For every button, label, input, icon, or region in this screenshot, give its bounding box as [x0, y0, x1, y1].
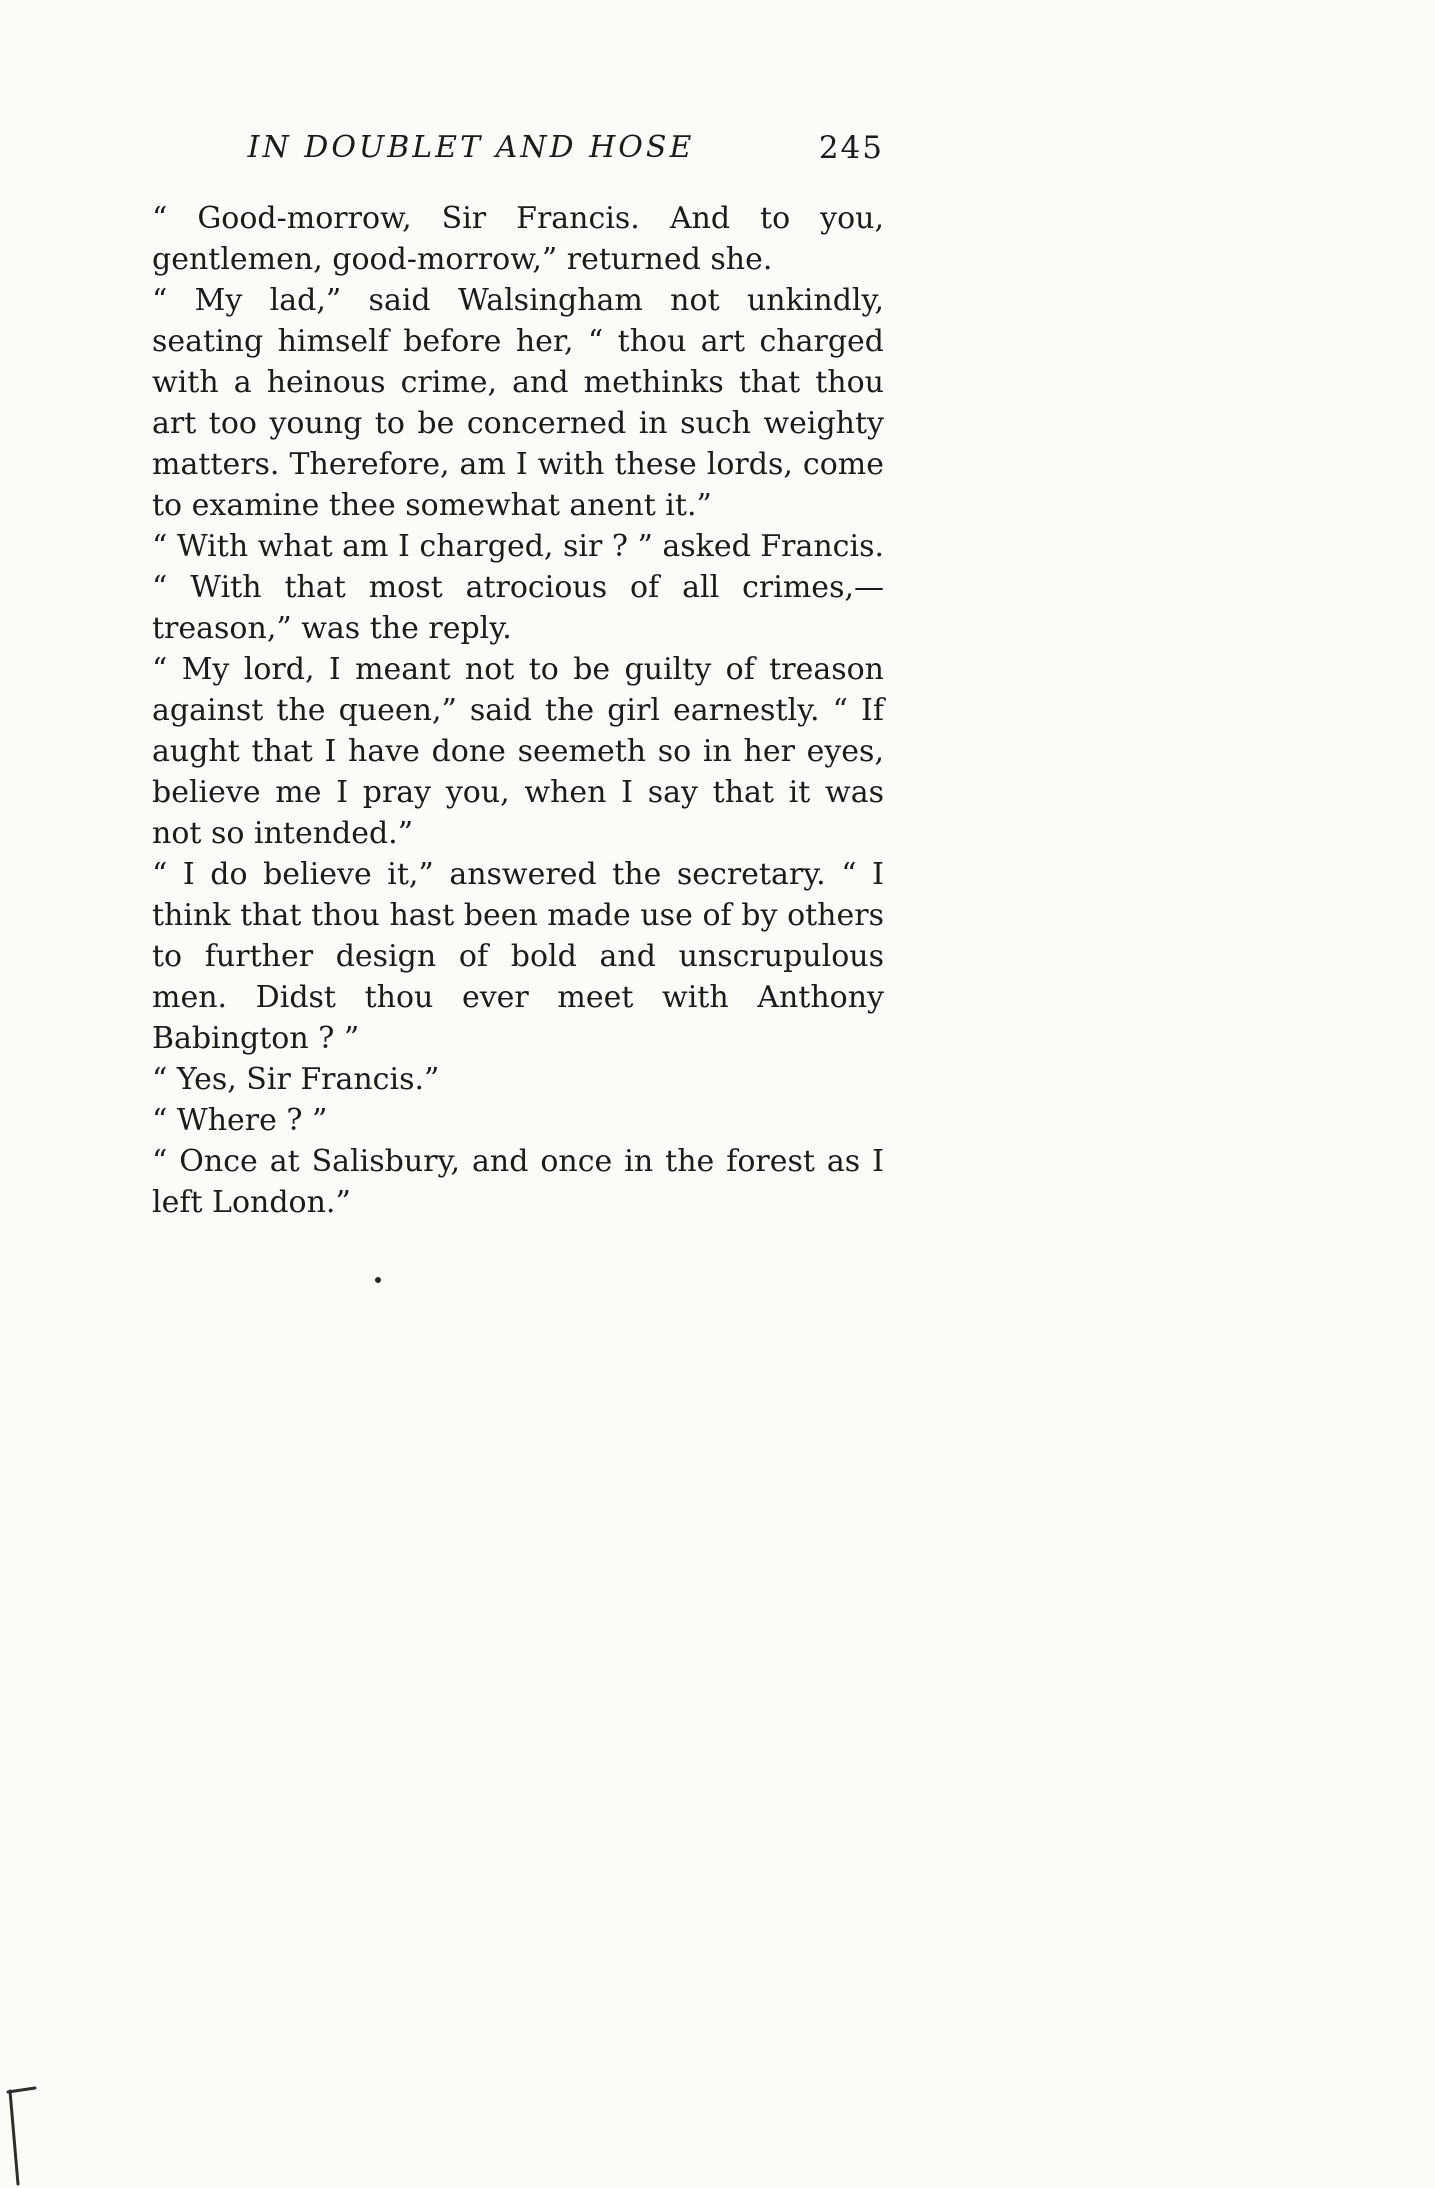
- paragraph: “ My lord, I meant not to be guilty of treason against the queen,” said the girl earnestly. “ If aught that I have done seemeth so in her eyes, believe me I pray you, when I say that it was not so intended.”: [152, 652, 884, 851]
- paragraph: “ Where ? ”: [152, 1103, 328, 1138]
- paragraph: “ With what am I charged, sir ? ” asked Francis.: [152, 529, 885, 564]
- corner-fold-mark-icon: [4, 2084, 44, 2188]
- paragraph: “ With that most atrocious of all crimes,—treason,” was the reply.: [152, 570, 884, 646]
- paragraph: “ Yes, Sir Francis.”: [152, 1062, 440, 1097]
- text-block: [152, 198, 884, 1223]
- running-title: IN DOUBLET AND HOSE: [247, 130, 695, 165]
- paragraph: “ Once at Salisbury, and once in the forest as I left London.”: [152, 1144, 884, 1220]
- paragraph: “ I do believe it,” answered the secretary. “ I think that thou hast been made use of by others to further design of bold and unscrupulous men. Didst thou ever meet with Anthony Babington ? ”: [152, 857, 884, 1056]
- ink-speck: [375, 1277, 381, 1283]
- paragraph: “ Good-morrow, Sir Francis. And to you, gentlemen, good-morrow,” returned she.: [152, 201, 884, 277]
- page-header: [152, 130, 884, 178]
- paragraph: “ My lad,” said Walsingham not unkindly, seating himself before her, “ thou art charged with a heinous crime, and methinks that thou art too young to be concerned in such weighty matters. Therefore, am I with these lords, come to examine thee somewhat anent it.”: [152, 283, 884, 523]
- page-number: 245: [818, 130, 884, 166]
